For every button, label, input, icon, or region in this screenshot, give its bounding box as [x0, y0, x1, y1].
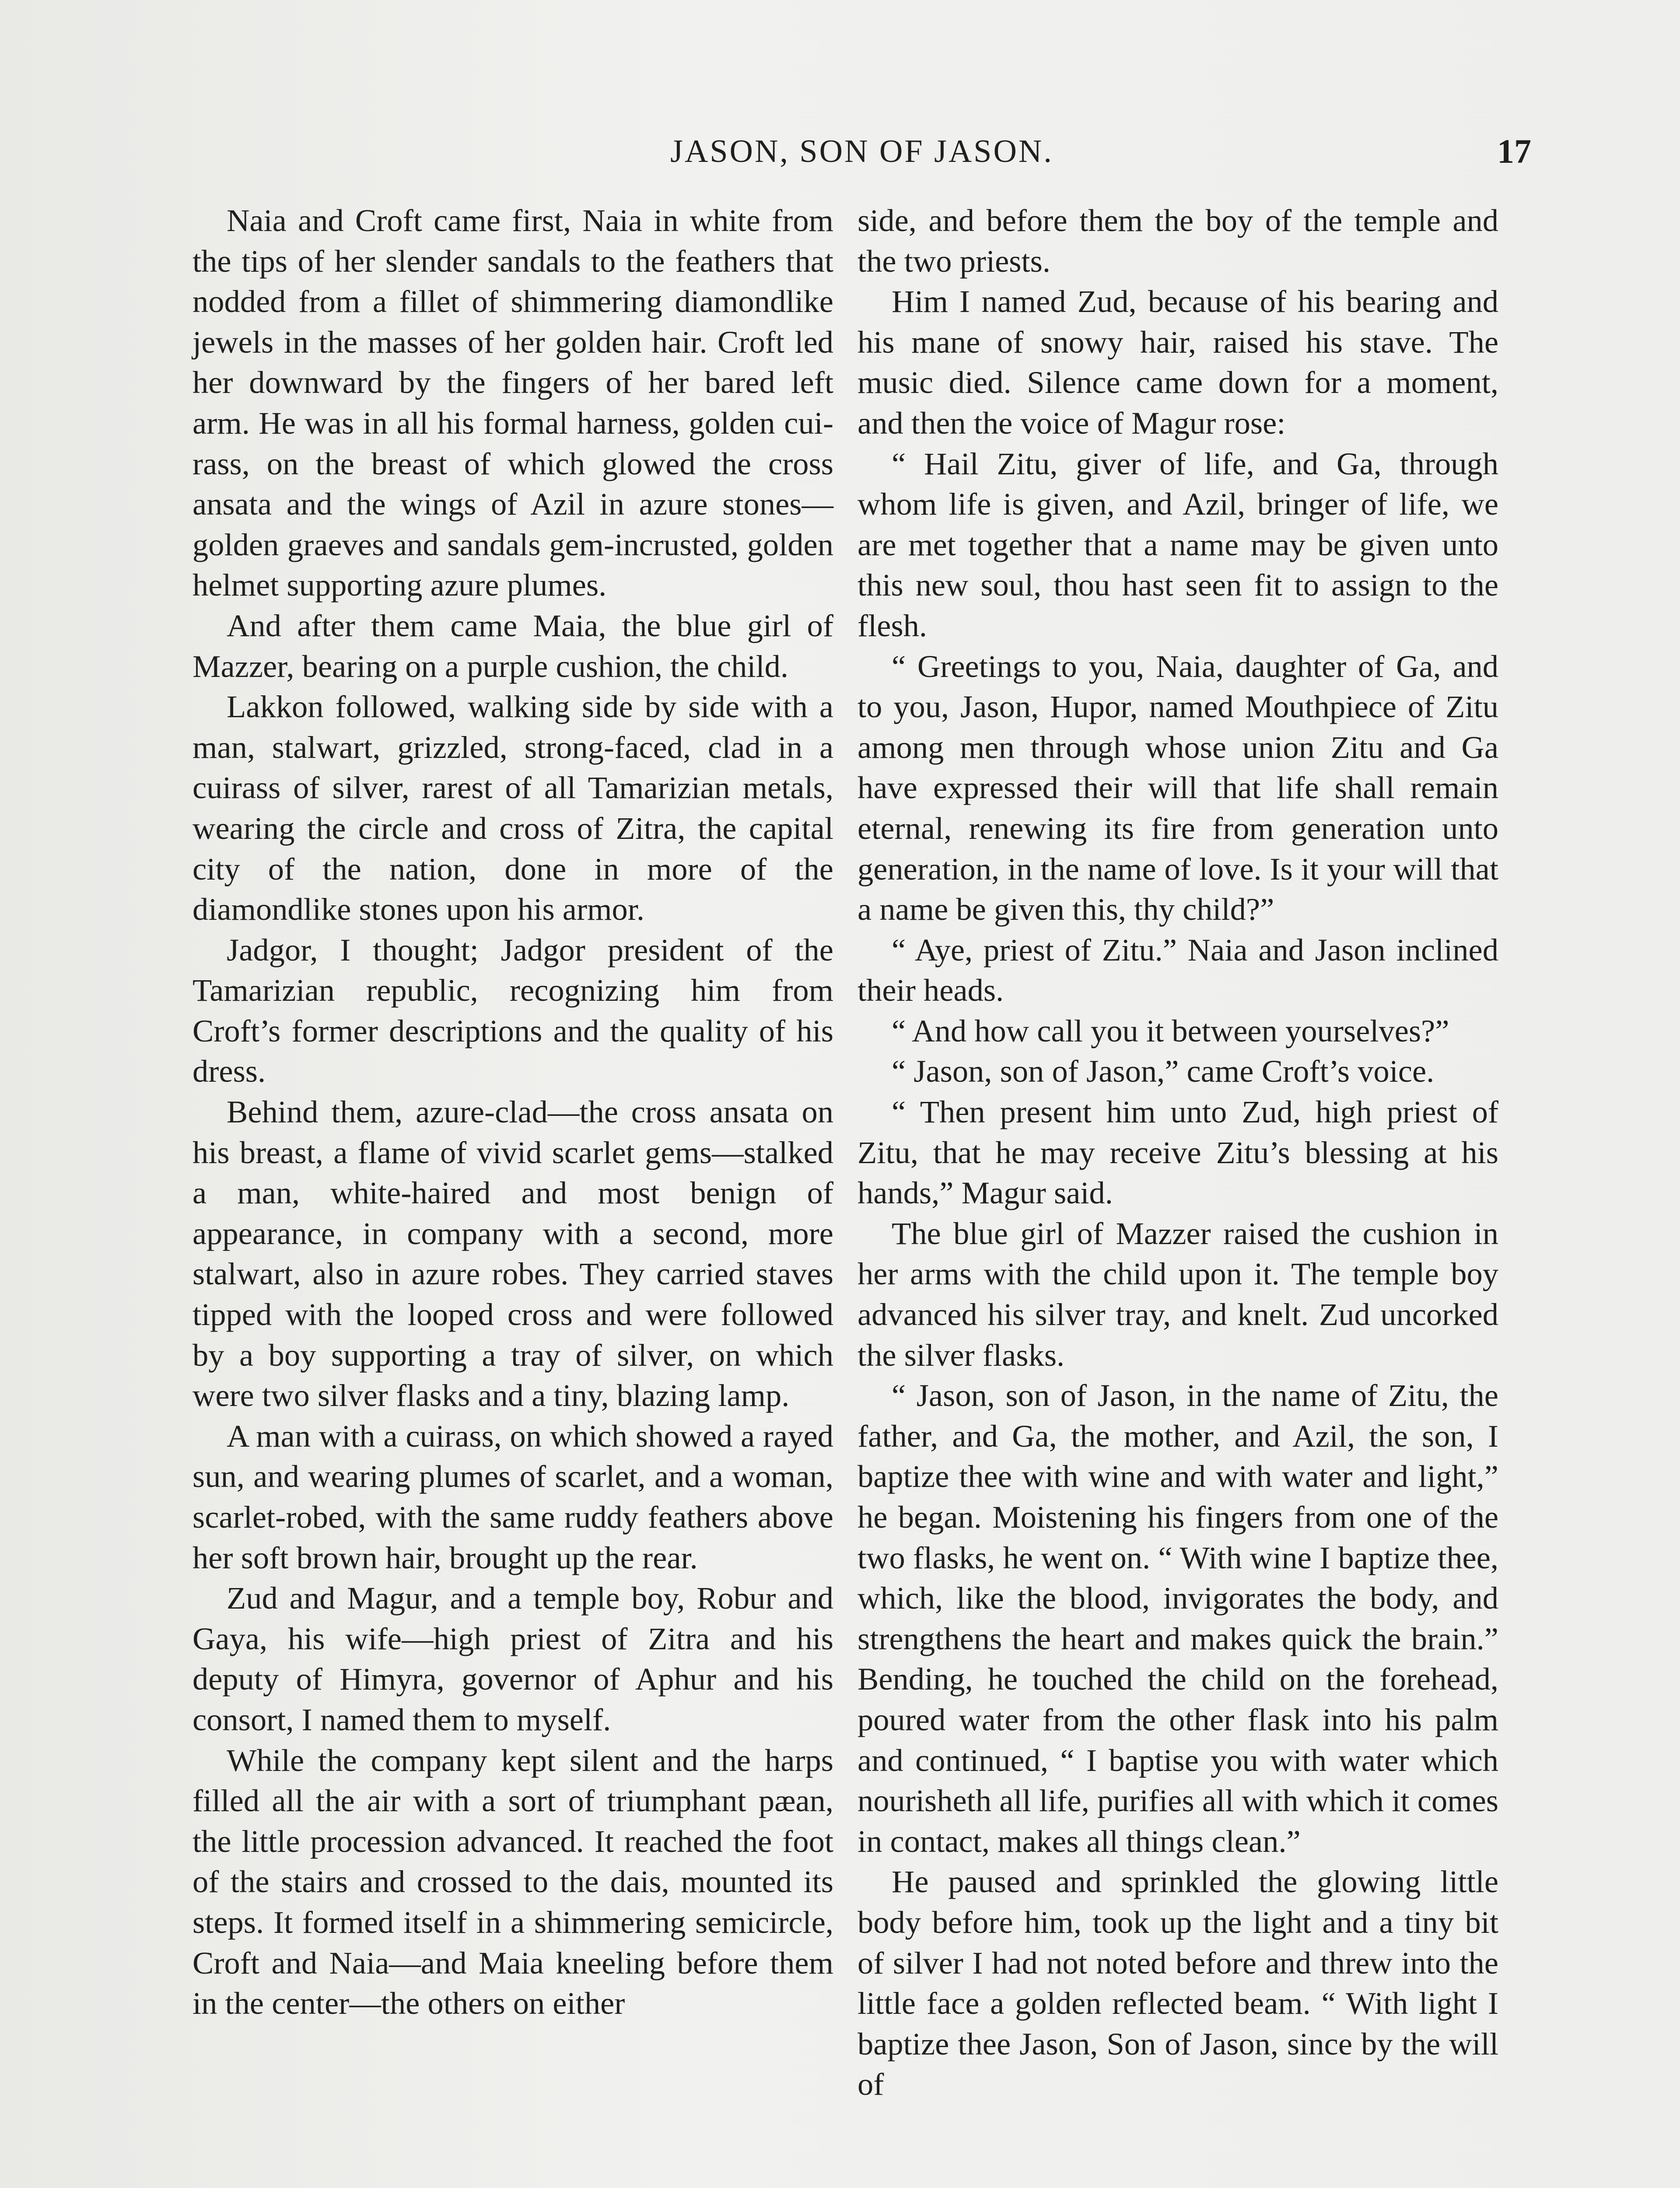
running-title: JASON, SON OF JASON. [670, 133, 1054, 169]
paragraph: Jadgor, I thought; Jadgor president of the Tamarizian republic, recognizing him from Croft’s former descriptions and the quality of his dress. [192, 932, 833, 1089]
paragraph: “ And how call you it between yourselves?” [892, 1013, 1449, 1048]
paragraph: A man with a cuirass, on which showed a rayed sun, and wearing plumes of scarlet, and a woman, scarlet-robed, with the same ruddy feathers above her soft brown hair, brought up the rear. [192, 1418, 833, 1575]
paragraph: While the company kept silent and the harps filled all the air with a sort of triumphant pæan, the little procession advanced. It reached the foot of the stairs and crossed to the dais, mounted its steps. It formed itself in a shimmering semicircle, Croft and Naia—and Maia kneeling before them in the center—the others on either [192, 1742, 833, 2021]
page-header [192, 130, 1531, 178]
page-number: 17 [1497, 132, 1531, 170]
paragraph: “ Jason, son of Jason, in the name of Zitu, the father, and Ga, the mother, and Azil, the son, I baptize thee with wine and with water and light,” he began. Moistening his fingers from one of the two flasks, he went on. “ With wine I baptize thee, which, like the blood, invigorates the body, and strengthens the heart and makes quick the brain.” Bending, he touched the child on the forehead, poured water from the other flask into his palm and continued, “ I baptise you with water which nourisheth all life, purifies all with which it comes in contact, makes all things clean.” [858, 1378, 1498, 1859]
paragraph: Zud and Magur, and a temple boy, Robur and Gaya, his wife—high priest of Zitra and his deputy of Himyra, governor of Aphur and his consort, I named them to myself. [192, 1580, 833, 1737]
right-column [858, 200, 1498, 2105]
paragraph: “ Greetings to you, Naia, daughter of Ga, and to you, Jason, Hupor, named Mouthpiece of Zitu among men through whose union Zitu and Ga have expressed their will that life shall remain eternal, renewing its fire from generation unto generation, in the name of love. Is it your will that a name be given this, thy child?” [858, 648, 1498, 927]
paragraph: Naia and Croft came first, Naia in white from the tips of her slender sandals to the feathers that nodded from a fillet of shimmering diamondlike jewels in the masses of her golden hair. Croft led her downward by the fingers of her bared left arm. He was in all his formal harness, golden cuirass, on the breast of which glowed the cross ansata and the wings of Azil in azure stones—golden graeves and sandals gem-incrusted, golden helmet supporting azure plumes. [192, 203, 833, 603]
paragraph: “ Hail Zitu, giver of life, and Ga, through whom life is given, and Azil, bringer of life, we are met together that a name may be given unto this new soul, thou hast seen fit to assign to the flesh. [858, 445, 1498, 643]
paragraph: And after them came Maia, the blue girl of Mazzer, bearing on a purple cushion, the child. [192, 607, 833, 684]
paragraph: “ Jason, son of Jason,” came Croft’s voice. [892, 1053, 1435, 1089]
left-column [192, 200, 833, 2024]
paragraph: Behind them, azure-clad—the cross ansata on his breast, a flame of vivid scarlet gems—stalked a man, white-haired and most benign of appearance, in company with a second, more stalwart, also in azure robes. They carried staves tipped with the looped cross and were followed by a boy supporting a tray of silver, on which were two silver flasks and a tiny, blazing lamp. [192, 1094, 833, 1413]
paragraph: The blue girl of Mazzer raised the cushion in her arms with the child upon it. The temple boy advanced his silver tray, and knelt. Zud uncorked the silver flasks. [858, 1215, 1498, 1373]
paragraph: Lakkon followed, walking side by side with a man, stalwart, grizzled, strong-faced, clad in a cuirass of silver, rarest of all Tamarizian metals, wearing the circle and cross of Zitra, the capital city of the nation, done in more of the diamondlike stones upon his armor. [192, 689, 833, 927]
paragraph: “ Then present him unto Zud, high priest of Zitu, that he may receive Zitu’s blessing at his hands,” Magur said. [858, 1094, 1498, 1211]
paragraph: He paused and sprinkled the glowing little body before him, took up the light and a tiny bit of silver I had not noted before and threw into the little face a golden reflected beam. “ With light I baptize thee Jason, Son of Jason, since by the will of [858, 1864, 1498, 2102]
paragraph: Him I named Zud, because of his bearing and his mane of snowy hair, raised his stave. The music died. Silence came down for a moment, and then the voice of Magur rose: [858, 284, 1498, 441]
paragraph-continued: side, and before them the boy of the temple and the two priests. [858, 203, 1498, 279]
paragraph: “ Aye, priest of Zitu.” Naia and Jason inclined their heads. [858, 932, 1498, 1008]
